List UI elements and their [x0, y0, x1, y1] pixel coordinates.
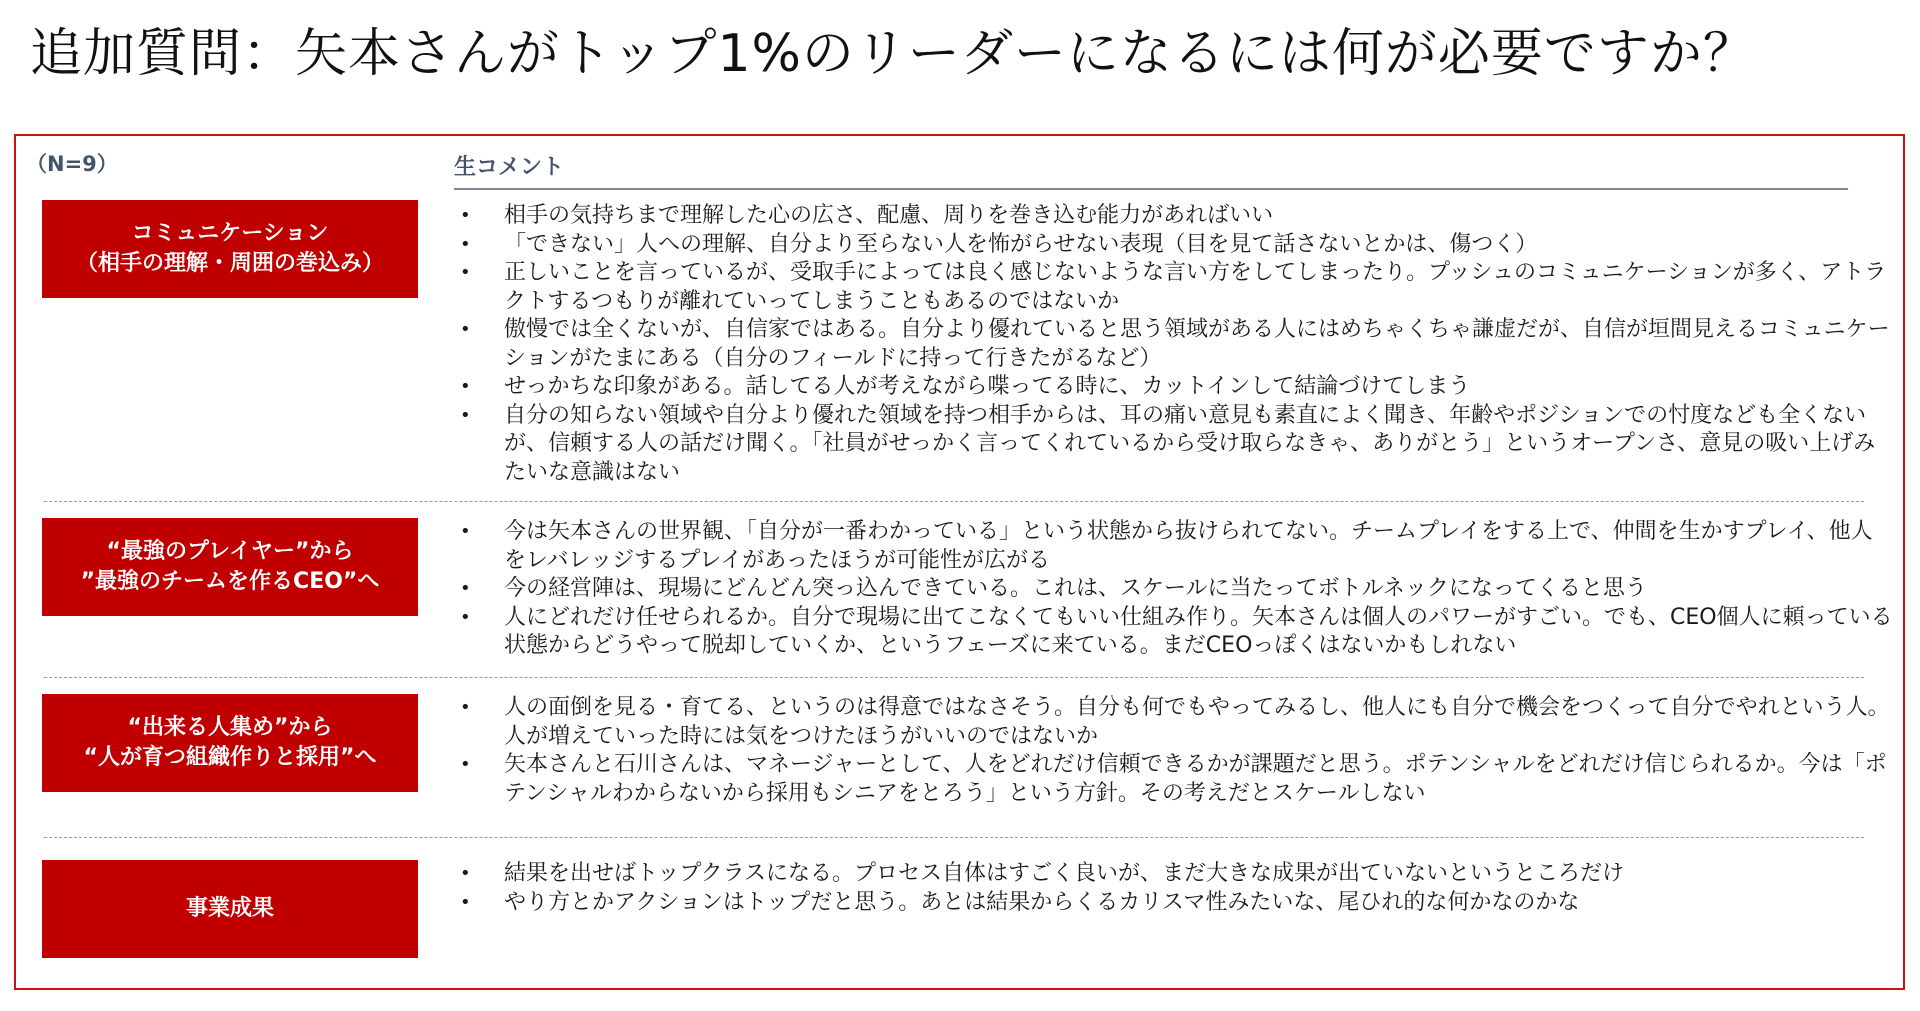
category-label-business-results	[42, 860, 418, 958]
comment-item: • 矢本さんと石川さんは、マネージャーとして、人をどれだけ信頼できるかが課題だと思う。ポテンシャルをどれだけ信じられるか。今は「ポテンシャルわからないから採用もシニアをとろう」という方針。その考えだとスケールしない	[454, 751, 1894, 808]
comment-item: • 相手の気持ちまで理解した心の広さ、配慮、周りを巻き込む能力があればいい	[454, 202, 1894, 231]
comment-item: • やり方とかアクションはトップだと思う。あとは結果からくるカリスマ性みたいな、尾ひれ的な何かなのかな	[454, 889, 1894, 918]
comment-list	[454, 860, 1894, 917]
sample-size: （N=9）	[26, 152, 118, 176]
section-divider	[44, 837, 1864, 838]
section-divider	[44, 677, 1864, 678]
category-label-line: （相手の理解・周囲の巻込み）	[75, 251, 384, 276]
comment-item: • 傲慢では全くないが、自信家ではある。自分より優れていると思う領域がある人にはめちゃくちゃ謙虚だが、自信が垣間見えるコミュニケーションがたまにある（自分のフィールドに持って行きたがるなど）	[454, 316, 1894, 373]
category-label-line: “人が育つ組織作りと採用”へ	[83, 745, 377, 770]
category-label-line: コミュニケーション	[131, 221, 329, 246]
category-label-player-to-ceo	[42, 518, 418, 616]
category-label-line: ”最強のチームを作るCEO”へ	[80, 569, 380, 594]
category-label-line: “出来る人集め”から	[127, 715, 333, 740]
comment-item: • 今の経営陣は、現場にどんどん突っ込んできている。これは、スケールに当たってボトルネックになってくると思う	[454, 575, 1894, 604]
category-label-line: 事業成果	[185, 896, 274, 921]
comment-item: • 正しいことを言っているが、受取手によっては良く感じないような言い方をしてしまったり。プッシュのコミュニケーションが多く、アトラクトするつもりが離れていってしまうこともあるのではないか	[454, 259, 1894, 316]
comment-item: • 今は矢本さんの世界観、「自分が一番わかっている」という状態から抜けられてない。チームプレイをする上で、仲間を生かすプレイ、他人をレバレッジするプレイがあったほうが可能性が広がる	[454, 518, 1894, 575]
category-label-line: “最強のプレイヤー”から	[106, 539, 354, 564]
section-divider	[44, 501, 1864, 502]
comment-item: • 人の面倒を見る・育てる、というのは得意ではなさそう。自分も何でもやってみるし、他人にも自分で機会をつくって自分でやれという人。人が増えていった時には気をつけたほうがいいのではないか	[454, 694, 1894, 751]
category-label-communication	[42, 200, 418, 298]
comment-item: • 「できない」人への理解、自分より至らない人を怖がらせない表現（目を見て話さないとかは、傷つく）	[454, 231, 1894, 260]
comment-item: • 人にどれだけ任せられるか。自分で現場に出てこなくてもいい仕組み作り。矢本さんは個人のパワーがすごい。でも、CEO個人に頼っている状態からどうやって脱却していくか、というフェーズに来ている。まだCEOっぽくはないかもしれない	[454, 604, 1894, 661]
comment-list	[454, 694, 1894, 808]
category-label-organization	[42, 694, 418, 792]
page-title: 追加質問：矢本さんがトップ1%のリーダーになるには何が必要ですか？	[30, 24, 1756, 84]
comment-list	[454, 202, 1894, 487]
comment-item: • せっかちな印象がある。話してる人が考えながら喋ってる時に、カットインして結論づけてしまう	[454, 373, 1894, 402]
comment-list	[454, 518, 1894, 661]
comment-item: • 結果を出せばトップクラスになる。プロセス自体はすごく良いが、まだ大きな成果が出ていないというところだけ	[454, 860, 1894, 889]
comment-item: • 自分の知らない領域や自分より優れた領域を持つ相手からは、耳の痛い意見も素直によく聞き、年齢やポジションでの忖度なども全くないが、信頼する人の話だけ聞く。「社員がせっかく言ってくれているから受け取らなきゃ、ありがとう」というオープンさ、意見の吸い上げみたいな意識はない	[454, 402, 1894, 488]
column-header: 生コメント	[454, 156, 1848, 190]
